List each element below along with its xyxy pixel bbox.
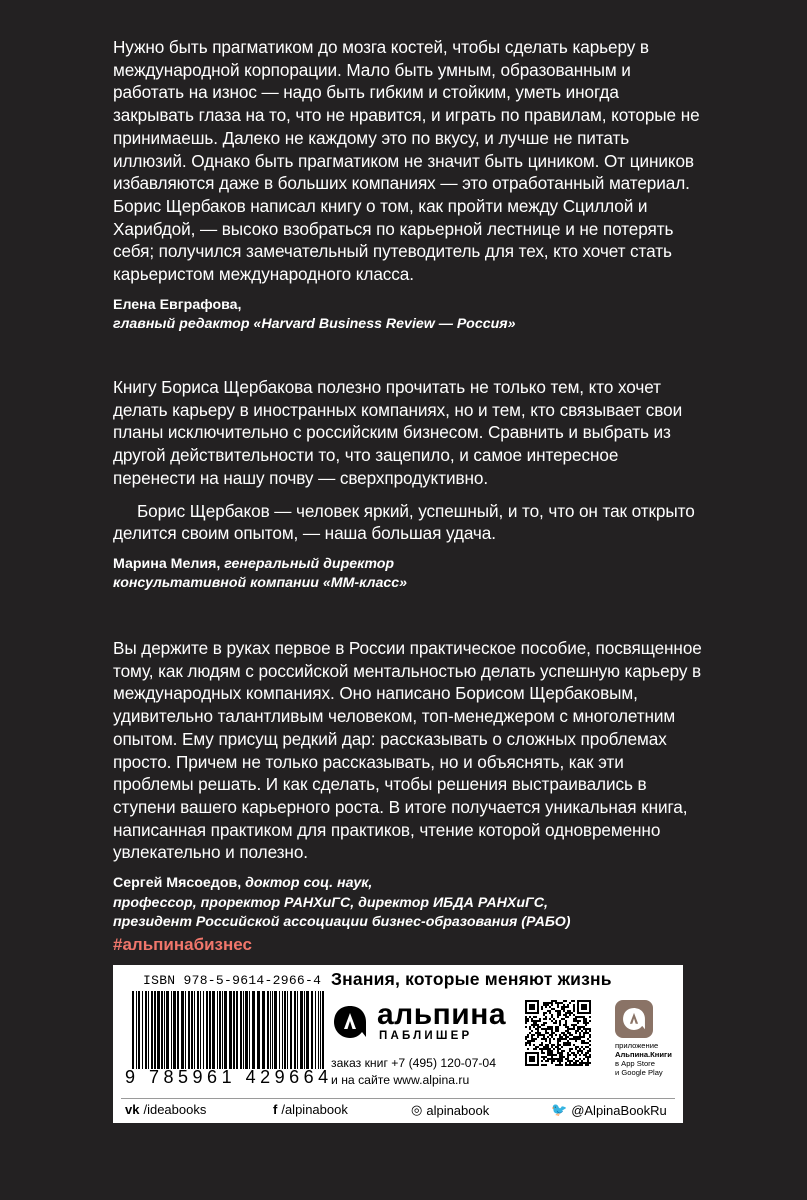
review-2-author-title-1: генеральный директор [224, 555, 395, 572]
social-facebook [273, 1102, 348, 1117]
review-1-attribution [113, 296, 703, 335]
instagram-icon: ◎ [411, 1102, 423, 1117]
twitter-icon: 🐦 [551, 1102, 568, 1117]
facebook-icon: f [273, 1102, 278, 1117]
review-2-author: Марина Мелия, [113, 555, 221, 572]
vk-icon: vk [125, 1102, 140, 1117]
review-3-author-title-2: профессор, проректор РАНХиГС, директор ИБДА РАНХиГС, [113, 894, 548, 911]
review-1-author-title: главный редактор «Harvard Business Review — Россия» [113, 316, 516, 333]
review-2-text-1: Книгу Бориса Щербакова полезно прочитать не только тем, кто хочет делать карьеру в иностранных компаниях, но и тем, кто связывает свои планы исключительно с российским бизнесом. Сравнить и выбрать из другой действительности то, что зацепило, и самое интересное перенести на нашу почву — сверхпродуктивно. [113, 377, 683, 488]
review-3-text: Вы держите в руках первое в России практическое пособие, посвященное тому, как людям с российской ментальностью делать успешную карьеру в международных компаниях. Оно написано Борисом Щербаковым, удивительно талантливым человеком, топ-менеджером с многолетним опытом. Ему присущ редкий дар: рассказывать о сложных проблемах просто. Причем не только рассказывать, но и объяснять, как эти проблемы решать. И как сделать, чтобы решения выстраивались в ступени вашего карьерного роста. В итоге получается уникальная книга, написанная практиком для практиков, чтение которой одновременно увлекательно и полезно. [113, 638, 702, 863]
review-3-author-title-3: президент Российской ассоциации бизнес-образования (РАБО) [113, 914, 571, 931]
app-text-line-4: и Google Play [615, 1068, 663, 1077]
barcode-number: 9 785961 429664 [125, 1067, 333, 1087]
social-instagram-label: alpinabook [426, 1102, 490, 1118]
alpina-logo-icon [331, 1003, 369, 1041]
review-2-author-title-2: консультативной компании «ММ-класс» [113, 575, 408, 592]
review-2 [113, 376, 703, 594]
app-text-line-1: приложение [615, 1041, 659, 1050]
review-3-attribution [113, 874, 703, 933]
review-2-attribution [113, 555, 703, 594]
social-twitter-label: @AlpinaBookRu [571, 1102, 667, 1118]
panel-divider [121, 1098, 675, 1099]
app-text [615, 1041, 681, 1077]
review-3-author: Сергей Мясоедов, [113, 875, 242, 892]
qr-code-icon [525, 1000, 591, 1066]
isbn-text: ISBN 978-5-9614-2966-4 [143, 973, 322, 988]
panel-top [113, 965, 683, 1097]
app-text-line-2: Альпина.Книги [615, 1050, 672, 1059]
social-vk-label: /ideabooks [143, 1102, 207, 1117]
slogan: Знания, которые меняют жизнь [331, 969, 612, 989]
order-site: и на сайте www.alpina.ru [331, 1073, 470, 1087]
review-1 [113, 36, 703, 335]
social-vk [125, 1102, 206, 1117]
social-facebook-label: /alpinabook [281, 1102, 348, 1117]
hashtag: #альпинабизнес [113, 935, 252, 954]
review-3 [113, 637, 703, 933]
review-1-text: Нужно быть прагматиком до мозга костей, чтобы сделать карьеру в международной корпорации. Мало быть умным, образованным и работать на износ — надо быть гибким и стойким, уметь иногда закрывать глаза на то, что не нравится, и играть по правилам, которые не принимаешь. Далеко не каждому это по вкусу, и лучше не питать иллюзий. Однако быть прагматиком не значит быть циником. От циников избавляются даже в больших компаниях — это отработанный материал. Борис Щербаков написал книгу о том, как пройти между Сциллой и Харибдой, — высоко взобраться по карьерной лестнице и не потерять себя; получился замечательный путеводитель для тех, кто хочет стать карьеристом международного класса. [113, 37, 700, 285]
app-text-line-3: в App Store [615, 1059, 655, 1068]
order-phone: заказ книг +7 (495) 120-07-04 [331, 1056, 496, 1070]
review-1-author: Елена Евграфова, [113, 296, 242, 313]
logo-name: альпина [377, 998, 507, 1031]
publisher-panel [113, 965, 683, 1123]
social-instagram [411, 1102, 489, 1118]
social-twitter [551, 1102, 667, 1118]
review-3-author-title-1: доктор соц. наук, [245, 875, 373, 892]
barcode-icon [130, 991, 328, 1069]
logo-sub: ПАБЛИШЕР [379, 1030, 473, 1042]
app-icon [615, 1000, 653, 1038]
review-2-text-2: Борис Щербаков — человек яркий, успешный, и то, что он так открыто делится своим опытом, — наша большая удача. [113, 500, 695, 544]
app-logo-icon [621, 1006, 647, 1032]
